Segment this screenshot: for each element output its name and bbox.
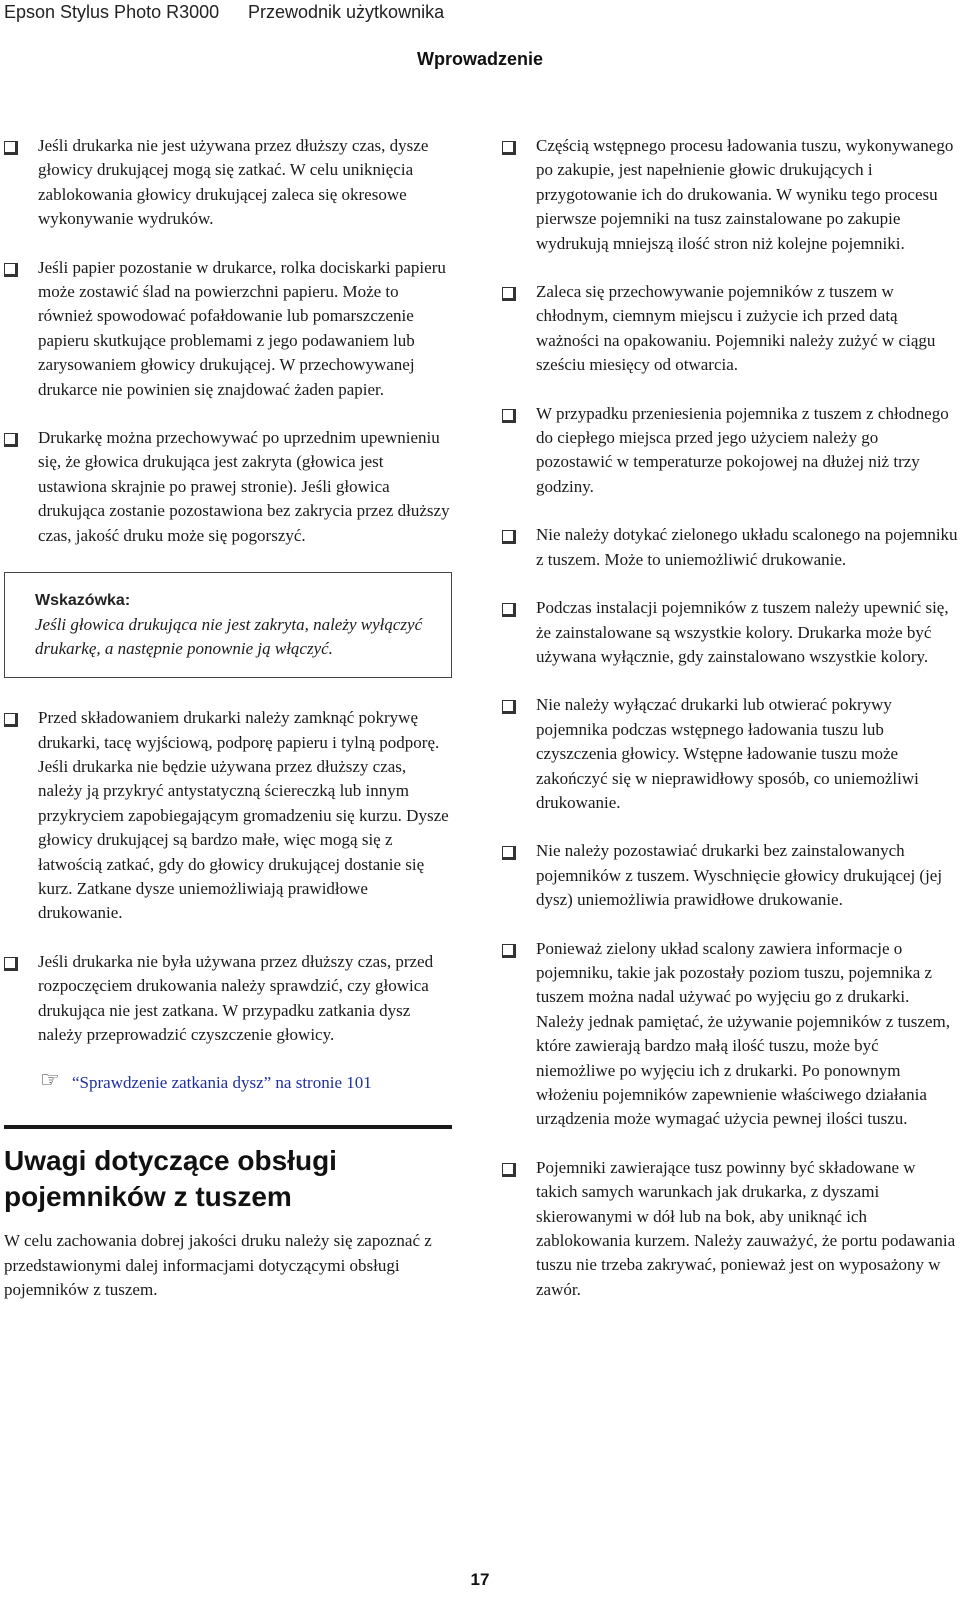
document-subtitle: Przewodnik użytkownika [248,2,445,22]
list-item [502,134,958,256]
checkbox-bullet-icon [502,141,516,155]
hand-pointer-icon: ☞ [40,1068,60,1094]
section-title-line-2: pojemników z tuszem [4,1181,292,1213]
list-item-text: Podczas instalacji pojemników z tuszem należy upewnić się, że zainstalowane są wszystkie kolory. Drukarka może być używana wyłącznie, gdy zainstalowano wszystkie kolory. [536,598,949,666]
checkbox-bullet-icon [502,409,516,423]
list-item [502,693,958,815]
list-item-text: Jeśli drukarka nie jest używana przez dłuższy czas, dysze głowicy drukującej mogą się zatkać. W celu uniknięcia zablokowania głowicy drukującej zaleca się okresowe wykonywanie wydruków. [38,136,429,229]
checkbox-bullet-icon [4,433,18,447]
checkbox-bullet-icon [502,700,516,714]
note-title: Wskazówka: [35,592,131,610]
right-column [502,134,958,1326]
list-item-text: Nie należy dotykać zielonego układu scalonego na pojemniku z tuszem. Może to uniemożliwić drukowanie. [536,525,958,569]
list-item-text: Zaleca się przechowywanie pojemników z tuszem w chłodnym, ciemnym miejscu i zużycie ich przed datą ważności na opakowaniu. Pojemniki należy zużyć w ciągu sześciu miesięcy od otwarcia. [536,282,936,375]
list-item [502,523,958,572]
list-item-text: Drukarkę można przechowywać po uprzednim upewnieniu się, że głowica drukująca jest zakryta (głowica jest ustawiona skrajnie po prawej stronie). Jeśli głowica drukująca zostanie pozostawiona bez zakrycia przez dłuższy czas, jakość druku może się pogorszyć. [38,428,450,545]
checkbox-bullet-icon [502,530,516,544]
list-item-text: Pojemniki zawierające tusz powinny być składowane w takich samych warunkach jak drukarka, z dyszami skierowanymi w dół lub na bok, aby uniknąć ich zablokowania kurzem. Należy zauważyć, że portu podawania tuszu nie trzeba zakrywać, ponieważ jest on wyposażony w zawór. [536,1157,956,1299]
left-column [4,134,452,1303]
list-item [502,1156,958,1302]
cross-reference-text[interactable]: “Sprawdzenie zatkania dysz” na stronie 101 [72,1073,372,1093]
list-item-text: Częścią wstępnego procesu ładowania tuszu, wykonywanego po zakupie, jest napełnienie głowic drukujących i przygotowanie ich do drukowania. W wyniku tego procesu pierwsze pojemniki na tusz zainstalowane po zakupie wydrukują mniejszą ilość stron niż kolejne pojemniki. [536,136,954,253]
section-title [4,1143,452,1215]
list-item [4,706,452,926]
checkbox-bullet-icon [502,603,516,617]
list-item-text: Jeśli drukarka nie była używana przez dłuższy czas, przed rozpoczęciem drukowania należy sprawdzić, czy głowica drukująca nie jest zatkana. W przypadku zatkania dysz należy przeprowadzić czyszczenie głowicy. [38,951,434,1044]
section-heading: Wprowadzenie [416,49,543,69]
page-number: 17 [470,1570,490,1589]
checkbox-bullet-icon [502,1163,516,1177]
checkbox-bullet-icon [502,287,516,301]
list-item [4,426,452,548]
checkbox-bullet-icon [502,846,516,860]
checklist-bottom [4,706,452,1047]
list-item [502,937,958,1132]
list-item [502,839,958,912]
checkbox-bullet-icon [4,263,18,277]
list-item [502,402,958,500]
document-title: Epson Stylus Photo R3000 [4,2,220,22]
checkbox-bullet-icon [4,957,18,971]
list-item [4,950,452,1048]
list-item-text: Jeśli papier pozostanie w drukarce, rolka dociskarki papieru może zostawić ślad na powierzchni papieru. Może to również spowodować pofałdowanie lub pomarszczenie papieru skutkujące problemami z jego podawaniem lub zarysowaniem głowicy drukującej. W przechowywanej drukarce nie powinien się znajdować żaden papier. [38,257,446,399]
section-divider [4,1125,452,1129]
section-title-line-1: Uwagi dotyczące obsługi [4,1145,337,1177]
list-item-text: Nie należy wyłączać drukarki lub otwierać pokrywy pojemnika podczas wstępnego ładowania tuszu lub czyszczenia głowicy. Wstępne ładowanie tuszu może zakończyć się w nieprawidłowy sposób, co uniemożliwi drukowanie. [536,695,919,812]
cross-reference-link[interactable] [4,1068,452,1095]
checkbox-bullet-icon [4,713,18,727]
list-item [4,256,452,402]
checklist-top [4,134,452,548]
list-item [502,596,958,669]
tip-note-box [4,572,452,678]
checkbox-bullet-icon [502,944,516,958]
running-header [0,0,960,28]
section-intro: W celu zachowania dobrej jakości druku należy się zapoznać z przedstawionymi dalej informacjami dotyczącymi obsługi pojemników z tuszem. [4,1231,432,1300]
list-item [502,280,958,378]
checkbox-bullet-icon [4,141,18,155]
list-item-text: Ponieważ zielony układ scalony zawiera informacje o pojemniku, takie jak pozostały poziom tuszu, pojemnika z tuszem można nadal używać po wyjęciu go z drukarki. Należy jednak pamiętać, że używanie pojemników z tuszem, które zawierają bardzo małą ilość tuszu, może być niemożliwe po wyjęciu ich z drukarki. Po ponownym włożeniu pojemników zapewnienie właściwego działania urządzenia może wymagać użycia pewnej ilości tuszu. [536,938,950,1129]
list-item-text: Nie należy pozostawiać drukarki bez zainstalowanych pojemników z tuszem. Wyschnięcie głowicy drukującej (jej dysz) uniemożliwia prawidłowe drukowanie. [536,841,943,910]
checklist-ink [502,134,958,1302]
list-item-text: W przypadku przeniesienia pojemnika z tuszem z chłodnego do ciepłego miejsca przed jego użyciem należy go pozostawić w temperaturze pokojowej na dłużej niż trzy godziny. [536,403,949,496]
note-text: Jeśli głowica drukująca nie jest zakryta, należy wyłączyć drukarkę, a następnie ponownie ją włączyć. [35,615,423,659]
list-item-text: Przed składowaniem drukarki należy zamknąć pokrywę drukarki, tacę wyjściową, podporę papieru i tylną podporę. Jeśli drukarka nie będzie używana przez dłuższy czas, należy ją przykryć antystatyczną ściereczką lub innym przykryciem zapobiegającym gromadzeniu się kurzu. Dysze głowicy drukującej są bardzo małe, więc mogą się z łatwością zatkać, gdy do głowicy drukującej dostanie się kurz. Zatkane dysze uniemożliwiają prawidłowe drukowanie. [38,708,449,923]
list-item [4,134,452,232]
